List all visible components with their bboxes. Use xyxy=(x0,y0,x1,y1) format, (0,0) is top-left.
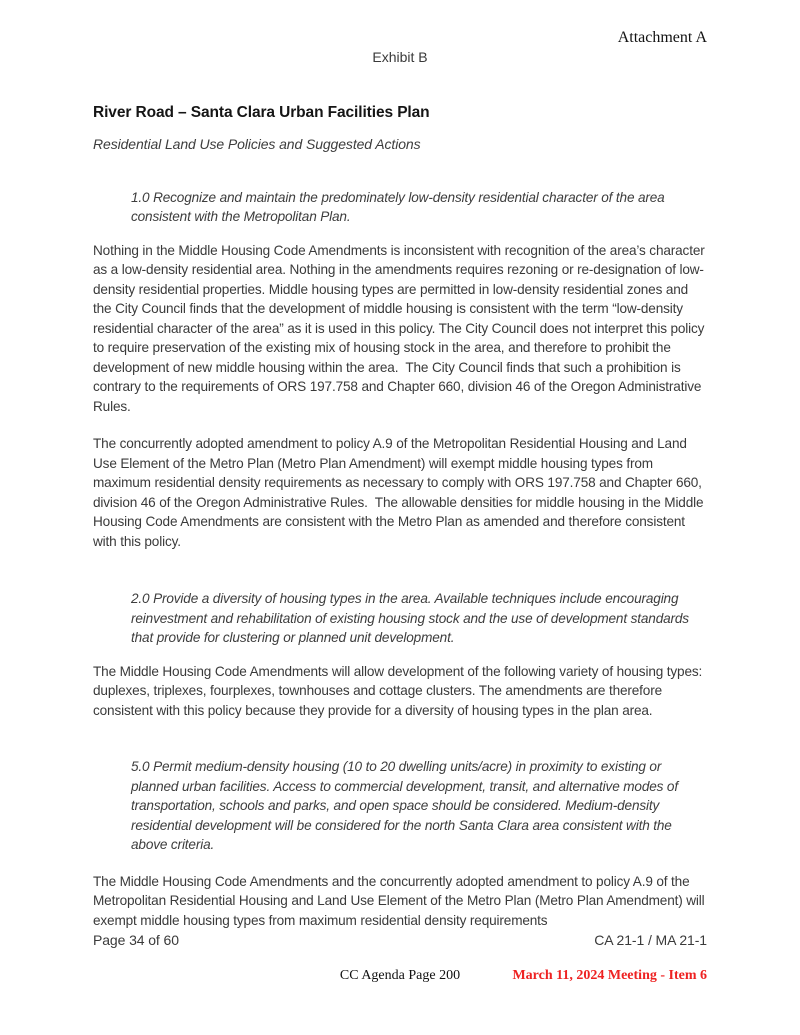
attachment-label: Attachment A xyxy=(617,29,707,46)
exhibit-label: Exhibit B xyxy=(372,49,428,65)
policy-quote-1-0: 1.0 Recognize and maintain the predominately low-density residential character of the area consistent with the Metropolitan Plan. xyxy=(131,189,669,224)
meeting-stamp: March 11, 2024 Meeting - Item 6 xyxy=(512,967,707,983)
document-subtitle: Residential Land Use Policies and Suggested Actions xyxy=(93,136,421,152)
policy-quote-2-0: 2.0 Provide a diversity of housing types in the area. Available techniques include encouraging reinvestment and rehabilitation of existing housing stock and the use of development standards that provide for clustering or planned unit development. xyxy=(131,591,693,645)
page-footer xyxy=(93,931,707,951)
response-paragraph-1-0-a: Nothing in the Middle Housing Code Amendments is inconsistent with recognition of the area’s character as a low-density residential area. Nothing in the amendments requires rezoning or re-designation of low-density residential properties. Middle housing types are permitted in low-density residential zones and the City Council finds that the development of middle housing is consistent with the term “low-density residential character of the area” as it is used in this policy. The City Council does not interpret this policy to require preservation of the existing mix of housing stock in the area, and therefore to prohibit the development of new middle housing within the area. The City Council finds that such a prohibition is contrary to the requirements of ORS 197.758 and Chapter 660, division 46 of the Oregon Administrative Rules. xyxy=(93,242,709,414)
agenda-stamp-row xyxy=(93,966,707,986)
response-paragraph-1-0-b: The concurrently adopted amendment to policy A.9 of the Metropolitan Residential Housing and Land Use Element of the Metro Plan (Metro Plan Amendment) will exempt middle housing types from maximum residential density requirements as necessary to comply with ORS 197.758 and Chapter 660, division 46 of the Oregon Administrative Rules. The allowable densities for middle housing in the Middle Housing Code Amendments are consistent with the Metro Plan as amended and therefore consistent with this policy. xyxy=(93,436,708,549)
agenda-page-stamp: CC Agenda Page 200 xyxy=(339,967,461,983)
case-number: CA 21-1 / MA 21-1 xyxy=(594,932,707,948)
response-paragraph-5-0: The Middle Housing Code Amendments and the concurrently adopted amendment to policy A.9 of the Metropolitan Residential Housing and Land Use Element of the Metro Plan (Metro Plan Amendment) will exempt middle housing types from maximum residential density requirements xyxy=(93,873,709,928)
document-title: River Road – Santa Clara Urban Facilities Plan xyxy=(93,104,430,121)
policy-quote-5-0: 5.0 Permit medium-density housing (10 to 20 dwelling units/acre) in proximity to existing or planned urban facilities. Access to commercial development, transit, and alternative modes of transportation, schools and parks, and open space should be considered. Medium-density residential development will be considered for the north Santa Clara area consistent with the above criteria. xyxy=(131,759,682,852)
page-number: Page 34 of 60 xyxy=(93,932,179,948)
response-paragraph-2-0: The Middle Housing Code Amendments will allow development of the following variety of housing types: duplexes, triplexes, fourplexes, townhouses and cottage clusters. The amendments are therefore consistent with this policy because they provide for a diversity of housing types in the plan area. xyxy=(93,663,706,718)
